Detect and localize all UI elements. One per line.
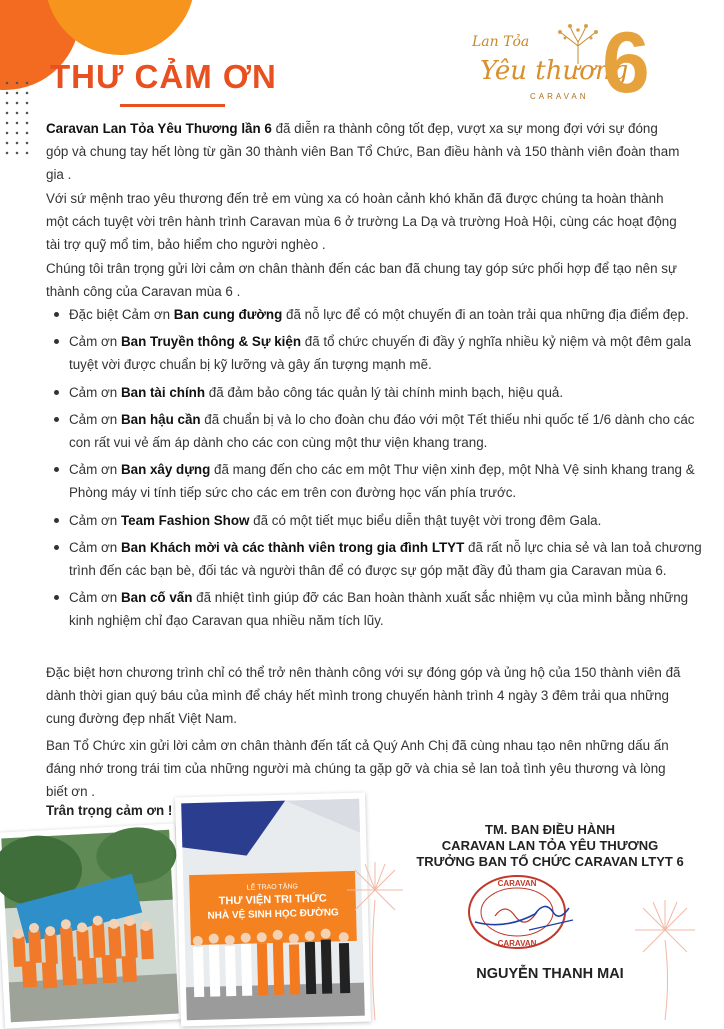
list-item-team: Ban cung đường: [173, 307, 283, 322]
outro-paragraph-2: Ban Tổ Chức xin gửi lời cảm ơn chân thành đến tất cả Quý Anh Chị đã cùng nhau tạo nên những dấu ấn đáng nhớ trong trái tim của những người mà chúng ta gặp gỡ và chia sẻ lan toả tình yêu thương và lòng biết ơn .: [46, 738, 669, 800]
closing-line: Trân trọng cảm ơn !: [46, 803, 173, 818]
list-item-team: Ban hậu cần: [120, 411, 201, 427]
list-item-team: Ban Truyền thông & Sự kiện: [120, 334, 302, 350]
caravan-logo: [470, 15, 680, 112]
list-item: [69, 303, 705, 326]
title-underline: [120, 104, 225, 107]
list-item-text: đã nhiệt tình giúp đỡ các Ban hoàn thành xuất sắc nhiệm vụ của mình bằng những kinh nghiệm chỉ đạo Caravan qua nhiều năm tích lũy.: [69, 590, 689, 629]
list-item-prefix: Cảm ơn: [69, 462, 121, 478]
intro-paragraph-1: [46, 117, 682, 187]
signer-name: NGUYỄN THANH MAI: [476, 966, 624, 982]
list-item-text: đã tổ chức chuyến đi đầy ý nghĩa nhiều kỷ niệm và một đêm gala tuyệt vời được chuẩn bị kỹ lưỡng và gây ấn tượng mạnh mẽ.: [69, 334, 692, 373]
list-item-prefix: Cảm ơn: [69, 384, 121, 400]
signature-title-3: TRƯỞNG BAN TỔ CHỨC CARAVAN LTYT 6: [416, 854, 684, 869]
intro-paragraph-1-text: đã diễn ra thành công tốt đẹp, vượt xa sự mong đợi với sự đóng góp và chung tay hết lòng từ gần 30 thành viên Ban Tổ Chức, Ban điều hành và 150 thành viên đoàn tham gia .: [46, 121, 680, 183]
list-item-prefix: Cảm ơn: [69, 411, 121, 427]
list-item-team: Ban cố vấn: [120, 590, 193, 606]
list-item: [69, 458, 705, 504]
photo2-banner-line1: THƯ VIỆN TRI THỨC: [218, 892, 327, 908]
logo-line2: Yêu thương: [480, 56, 629, 86]
list-item-text: đã nỗ lực để có một chuyến đi an toàn trải qua những địa điểm đẹp.: [282, 307, 689, 322]
signature-title-2: CARAVAN LAN TỎA YÊU THƯƠNG: [441, 838, 659, 853]
list-item-team: Ban Khách mời và các thành viên trong gia đình LTYT: [120, 539, 465, 555]
group-photo-1: [0, 823, 185, 1028]
list-item-team: Team Fashion Show: [120, 512, 250, 528]
dandelion-decoration-right: [610, 880, 720, 1020]
seal-bottom-text: CARAVAN: [497, 939, 537, 948]
event-name: Caravan Lan Tỏa Yêu Thương lần 6: [46, 121, 272, 136]
list-item: [69, 330, 705, 376]
group-photo-1-image: [0, 823, 185, 1028]
list-item-prefix: Cảm ơn: [69, 539, 121, 555]
logo-line3: CARAVAN: [530, 92, 589, 101]
seal-top-text: CARAVAN: [497, 879, 537, 888]
list-item-prefix: Đặc biệt Cảm ơn: [69, 307, 174, 322]
list-item-prefix: Cảm ơn: [69, 512, 121, 528]
page-title: THƯ CẢM ƠN: [50, 58, 277, 95]
intro-paragraph-3: Chúng tôi trân trọng gửi lời cảm ơn chân thành đến các ban đã chung tay góp sức phối hợp để tạo nên sự thành công của Caravan mùa 6 .: [46, 261, 677, 300]
dot-pattern: [2, 78, 32, 158]
list-item: [69, 536, 705, 582]
logo-line1: Lan Tỏa: [472, 34, 530, 50]
signature-title-1: TM. BAN ĐIỀU HÀNH: [485, 822, 615, 837]
list-item-team: Ban xây dựng: [120, 462, 211, 478]
seal-stamp: [465, 872, 575, 952]
logo-number: 6: [602, 15, 650, 111]
list-item-prefix: Cảm ơn: [69, 590, 121, 606]
intro-paragraph-2: Với sứ mệnh trao yêu thương đến trẻ em vùng xa có hoàn cảnh khó khăn đã được chúng ta hoàn thành một cách tuyệt vời trên hành trình Caravan mùa 6 ở trường La Dạ và trường Hoà Hội, cùng các hoạt động tài trợ quỹ mổ tim, bảo hiểm cho người nghèo .: [46, 191, 677, 253]
photo2-banner-small: LỄ TRAO TẶNG: [246, 883, 299, 892]
list-item-prefix: Cảm ơn: [69, 334, 121, 350]
list-item: [69, 408, 705, 454]
list-item: [69, 586, 705, 632]
list-item-text: đã mang đến cho các em một Thư viện xinh đẹp, một Nhà Vệ sinh khang trang & Phòng máy vi tính tiếp sức cho các em trên con đường học vấn phía trước.: [69, 462, 695, 501]
photo2-banner-line2: NHÀ VỆ SINH HỌC ĐƯỜNG: [207, 907, 339, 922]
list-item-text: đã đảm bảo công tác quản lý tài chính minh bạch, hiệu quả.: [205, 384, 564, 400]
thanks-list: [46, 303, 705, 637]
list-item-text: đã rất nỗ lực chia sẻ và lan toả chương trình đến các bạn bè, đối tác và người thân để có được sự góp mặt đầy đủ tham gia Caravan mùa 6.: [69, 539, 702, 579]
list-item: [69, 381, 705, 404]
outro-paragraph-1: Đặc biệt hơn chương trình chỉ có thể trở nên thành công với sự đóng góp và ủng hộ của 150 thành viên đã dành thời gian quý báu của mình để cháy hết mình trong chuyến hành trình 4 ngày 3 đêm trải qua những cung đường đẹp nhất Việt Nam.: [46, 665, 681, 727]
list-item-text: đã chuẩn bị và lo cho đoàn chu đáo với một Tết thiếu nhi quốc tế 1/6 dành cho các con rất vui vẻ ấm áp dành cho các con cùng một thư viện khang trang.: [69, 411, 695, 451]
list-item: [69, 509, 705, 532]
list-item-text: đã có một tiết mục biểu diễn thật tuyệt vời trong đêm Gala.: [249, 512, 602, 528]
list-item-team: Ban tài chính: [120, 384, 206, 400]
